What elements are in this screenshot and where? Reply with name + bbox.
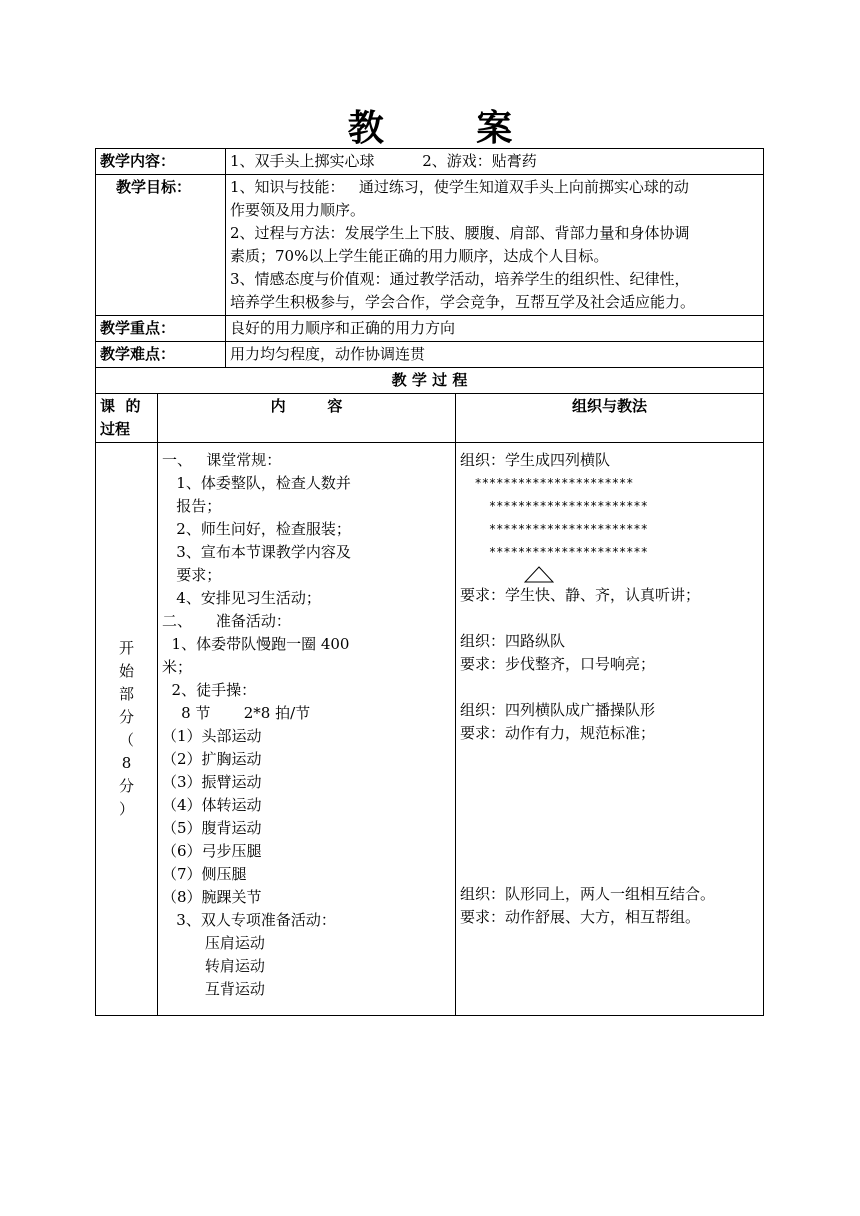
col-header-org: 组织与教法 [456,394,764,443]
goal-line: 作要领及用力顺序。 [230,201,366,219]
value-key: 良好的用力顺序和正确的用力方向 [226,316,764,342]
org-line: 组织：学生成四列横队 [460,451,611,469]
label-content: 教学内容： [96,149,226,175]
teacher-triangle-icon [524,566,554,583]
content-line: （8）腕踝关节 [162,888,262,906]
row-content [96,149,764,175]
formation-stars: ********************** [460,545,648,559]
content-line: 3、宣布本节课教学内容及 [162,543,351,561]
goal-line: 2、过程与方法：发展学生上下肢、腰腹、肩部、背部力量和身体协调 [230,224,690,242]
value-difficulty: 用力均匀程度，动作协调连贯 [226,342,764,368]
phase-label: 开 始 部 分 （ 8 分 ） [96,443,158,1016]
phase-content [158,443,456,1016]
content-line: 二、 准备活动： [162,612,291,630]
content-line: 2、徒手操： [162,681,257,699]
content-line: （2）扩胸运动 [162,750,262,768]
content-line: 压肩运动 [162,934,265,952]
phase-organization [456,443,764,1016]
lesson-plan-table [95,148,764,1016]
goal-line: 1、知识与技能： 通过练习，使学生知道双手头上向前掷实心球的动 [230,178,689,196]
row-process-columns [96,394,764,443]
row-goals [96,175,764,316]
org-line: 组织：队形同上，两人一组相互结合。 [460,885,716,903]
content-line: 要求； [162,566,222,584]
req-line: 要求：学生快、静、齐，认真听讲； [460,586,701,604]
org-line: 组织：四列横队成广播操队形 [460,701,656,719]
org-line: 组织：四路纵队 [460,632,566,650]
row-difficulty [96,342,764,368]
content-line: 4、安排见习生活动； [162,589,321,607]
value-content: 1、双手头上掷实心球 2、游戏：贴膏药 [226,149,764,175]
content-line: 8 节 2*8 拍/节 [162,704,311,722]
content-line: 2、师生问好，检查服装； [162,520,351,538]
label-goals: 教学目标： [96,175,226,316]
goal-line: 培养学生积极参与，学会合作，学会竞争，互帮互学及社会适应能力。 [230,293,696,311]
req-line: 要求：步伐整齐，口号响亮； [460,655,656,673]
content-line: 一、 课堂常规： [162,451,282,469]
label-difficulty: 教学难点： [96,342,226,368]
content-line: （5）腹背运动 [162,819,262,837]
content-line: （6）弓步压腿 [162,842,262,860]
content-line: 报告； [162,497,222,515]
content-line: 转肩运动 [162,957,265,975]
process-heading: 教 学 过 程 [96,368,764,394]
content-line: 米； [162,658,193,676]
row-process-heading [96,368,764,394]
formation-stars: ********************** [460,522,648,536]
value-goals [226,175,764,316]
label-key: 教学重点： [96,316,226,342]
content-line: 1、体委整队，检查人数并 [162,474,351,492]
formation-stars: ********************** [460,476,634,490]
content-line: 1、体委带队慢跑一圈 400 [162,635,350,653]
goal-line: 3、情感态度与价值观：通过教学活动，培养学生的组织性、纪律性， [230,270,690,288]
content-line: （3）振臂运动 [162,773,262,791]
goal-line: 素质；70%以上学生能正确的用力顺序，达成个人目标。 [230,247,609,265]
content-line: 3、双人专项准备活动： [162,911,336,929]
content-line: （1）头部运动 [162,727,262,745]
col-header-content: 内 容 [158,394,456,443]
row-key [96,316,764,342]
row-phase-start [96,443,764,1016]
formation-stars: ********************** [460,499,648,513]
content-line: （7）侧压腿 [162,865,247,883]
content-line: （4）体转运动 [162,796,262,814]
req-line: 要求：动作舒展、大方，相互帮组。 [460,908,701,926]
page-title: 教 案 [347,108,553,149]
content-line: 互背运动 [162,980,265,998]
col-header-process: 课 的 过程 [96,394,158,443]
req-line: 要求：动作有力，规范标准； [460,724,656,742]
